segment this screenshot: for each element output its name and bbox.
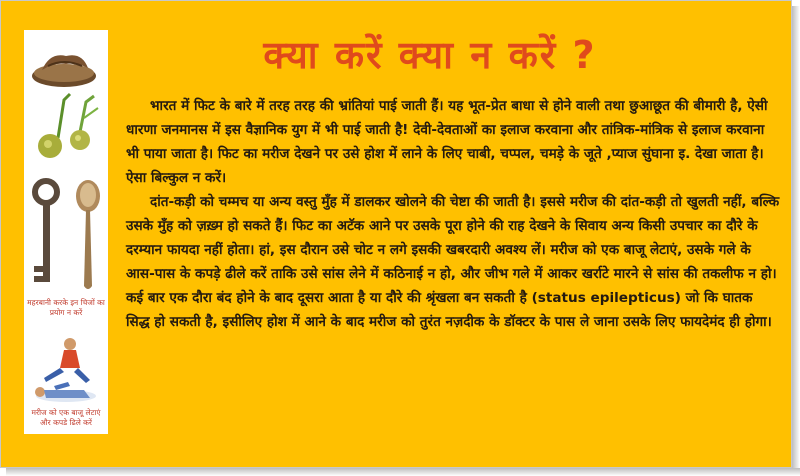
lying-patient-icon [24,334,108,408]
key-icon [28,178,68,298]
spoon-icon [68,178,108,298]
caption-do-not-use: महरबानी करके इन चिजों का प्रयोग न करें [27,298,105,317]
paragraph-1: भारत में फिट के बारे में तरह तरह की भ्रांतियां पाई जाती हैं। यह भूत-प्रेत बाधा से होने वाली तथा छुआछूत की बीमारी है, ऐसी धारणा जनमानस में इस वैज्ञानिक युग में भी पाई जाती है! देवी-देवताओं का इलाज करवाना और तांत्रिक-मांत्रिक से इलाज करवाना भी पाया जाता है। फिट का मरीज देखने पर उसे होश में लाने के लिए चाबी, चप्पल, चमड़े के जूते ,प्याज सुंघाना इ. देखा जाता है। ऐसा बिल्कुल न करें। [126,98,768,186]
frame-shadow-right [792,6,800,476]
caption-lay-patient-sideways: मरीज को एक बाजू लेटाएं और कपडे ढिले करें [31,408,101,427]
page-title: क्या करें क्या न करें ? [263,33,597,77]
frame-shadow-bottom [6,468,800,476]
article-body [126,94,780,334]
sandal-icon [24,36,108,96]
onion-icon [24,88,108,164]
illustration-strip [24,30,108,434]
paragraph-2: दांत-कड़ी को चम्मच या अन्य वस्तु मुँह में डालकर खोलने की चेष्टा की जाती है। इससे मरीज की दांत-कड़ी तो खुलती नहीं, बल्कि उसके मुँह को ज़ख़्म हो सकते हैं। फिट का अटॅक आने पर उसके पूरा होने की राह देखने के सिवाय अन्य किसी उपचार का दौरे के दरम्यान फायदा नहीं होता। हां, इस दौरान उसे चोट न लगे इसकी खबरदारी अवश्य लें। मरीज को एक बाजू लेटाएं, उसके गले के आस-पास के कपड़े ढीले करें ताकि उसे सांस लेने में कठिनाई न हो, और जीभ गले में आकर खर्राटे मारने से सांस की तकलीफ न हो। कई बार एक दौरा बंद होने के बाद दूसरा आता है या दौरे की श्रृंखला बन सकती है (status epilepticus) जो कि घातक सिद्ध हो सकती है, इसीलिए होश में आने के बाद मरीज को तुरंत नज़दीक के डॉक्टर के पास ले जाना उसके लिए फायदेमंद ही होगा। [126,194,780,330]
